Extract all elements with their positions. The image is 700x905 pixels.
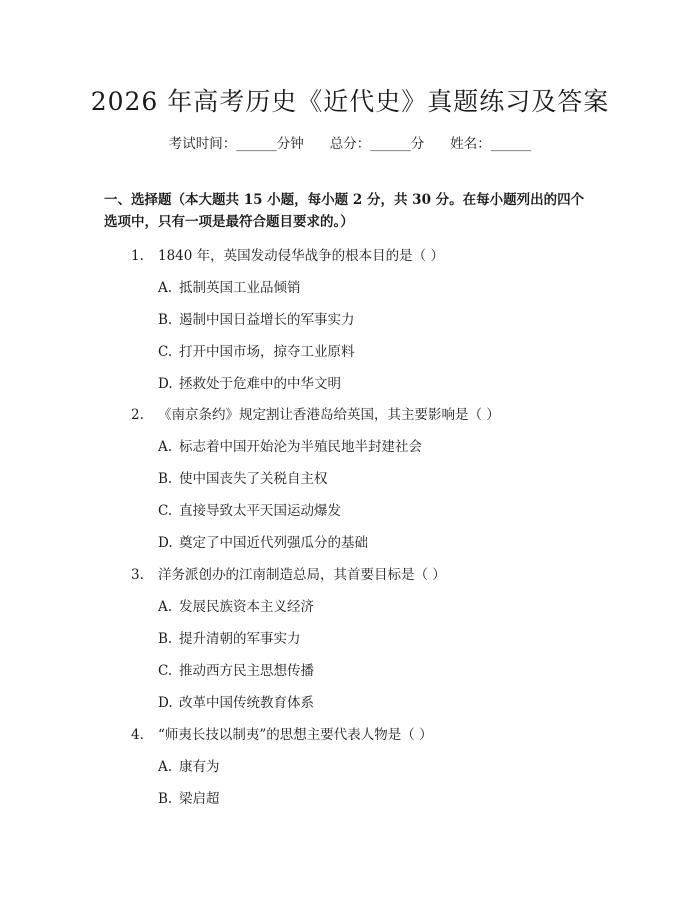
option-letter: A.	[158, 280, 173, 296]
option-text: 改革中国传统教育体系	[179, 695, 314, 711]
question-3	[131, 563, 446, 583]
question-2	[131, 403, 500, 423]
question-4	[131, 723, 433, 743]
section-heading: 一、选择题（本大题共 15 小题，每小题 2 分，共 30 分。在每小题列出的四个选项中，只有一项是最符合题目要求的。）	[104, 192, 585, 230]
option-text: 发展民族资本主义经济	[179, 599, 314, 615]
option-text: 标志着中国开始沦为半殖民地半封建社会	[179, 439, 422, 455]
question-3-option-d	[158, 691, 314, 711]
page-title: 2026 年高考历史《近代史》真题练习及答案	[90, 87, 610, 116]
name-field: 姓名：______	[450, 136, 532, 152]
option-letter: C.	[158, 663, 173, 679]
question-1-option-d	[158, 372, 341, 392]
option-letter: C.	[158, 344, 173, 360]
question-1-option-a	[158, 276, 301, 296]
option-text: 直接导致太平天国运动爆发	[179, 503, 341, 519]
question-1-option-c	[158, 340, 355, 360]
option-letter: A.	[158, 599, 173, 615]
question-3-option-a	[158, 595, 314, 615]
question-4-option-a	[158, 755, 220, 775]
question-4-option-b	[158, 787, 220, 807]
option-letter: B.	[158, 631, 173, 647]
total-score-field: 总分：______分	[329, 136, 425, 152]
question-1	[131, 244, 444, 264]
option-text: 推动西方民主思想传播	[179, 663, 314, 679]
option-text: 打开中国市场，掠夺工业原料	[179, 344, 355, 360]
option-text: 提升清朝的军事实力	[179, 631, 301, 647]
question-2-option-a	[158, 435, 422, 455]
exam-time-field: 考试时间：______分钟	[168, 136, 304, 152]
option-letter: D.	[158, 535, 173, 551]
question-2-option-d	[158, 531, 368, 551]
option-text: 遏制中国日益增长的军事实力	[179, 312, 355, 328]
option-letter: B.	[158, 471, 173, 487]
question-number: 2.	[131, 407, 144, 423]
option-text: 梁启超	[179, 791, 220, 807]
option-letter: A.	[158, 439, 173, 455]
question-number: 4.	[131, 727, 144, 743]
option-letter: C.	[158, 503, 173, 519]
question-number: 3.	[131, 567, 144, 583]
option-text: 抵制英国工业品倾销	[179, 280, 301, 296]
question-text: 《南京条约》规定割让香港岛给英国，其主要影响是（ ）	[158, 407, 500, 423]
option-letter: D.	[158, 376, 173, 392]
question-text: 洋务派创办的江南制造总局，其首要目标是（ ）	[158, 567, 446, 583]
question-2-option-b	[158, 467, 328, 487]
exam-meta	[0, 132, 700, 152]
option-text: 拯救处于危难中的中华文明	[179, 376, 341, 392]
question-text: 1840 年，英国发动侵华战争的根本目的是（ ）	[158, 248, 444, 264]
option-letter: A.	[158, 759, 173, 775]
question-text: “师夷长技以制夷”的思想主要代表人物是（ ）	[158, 727, 433, 743]
question-2-option-c	[158, 499, 341, 519]
question-1-option-b	[158, 308, 355, 328]
question-3-option-c	[158, 659, 314, 679]
option-text: 康有为	[179, 759, 220, 775]
question-3-option-b	[158, 627, 301, 647]
option-letter: D.	[158, 695, 173, 711]
option-letter: B.	[158, 312, 173, 328]
option-letter: B.	[158, 791, 173, 807]
option-text: 奠定了中国近代列强瓜分的基础	[179, 535, 368, 551]
option-text: 使中国丧失了关税自主权	[179, 471, 328, 487]
question-number: 1.	[131, 248, 144, 264]
